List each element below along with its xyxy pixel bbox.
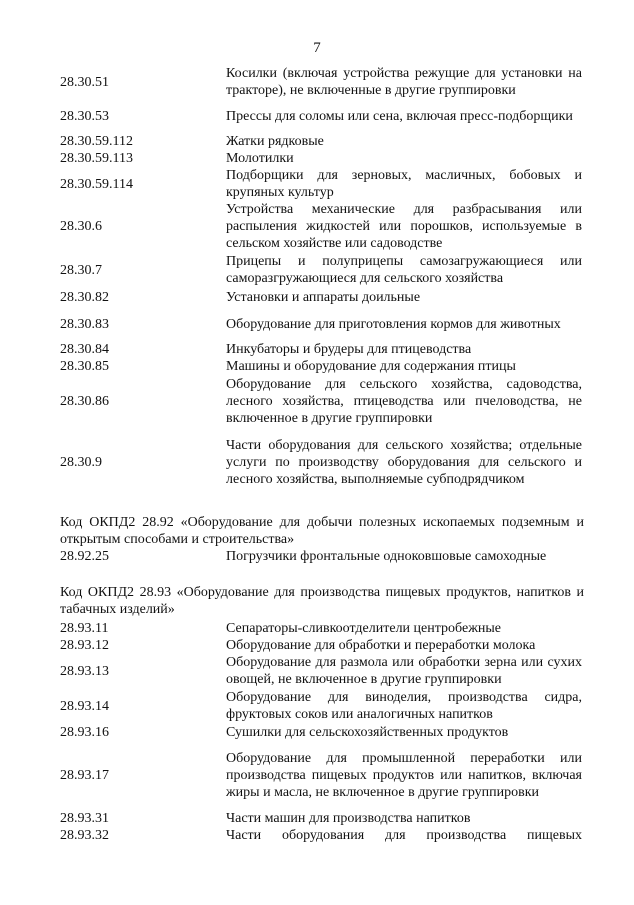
- okpd-code: 28.30.51: [60, 74, 109, 90]
- okpd-code: 28.30.59.114: [60, 176, 133, 192]
- okpd-description: Подборщики для зерновых, масличных, бобовых и крупяных культур: [226, 168, 582, 200]
- okpd-code: 28.93.16: [60, 725, 109, 740]
- table-row: [60, 150, 580, 167]
- okpd-description: Машины и оборудование для содержания птицы: [226, 359, 516, 374]
- okpd-description: Погрузчики фронтальные одноковшовые самоходные: [226, 549, 547, 564]
- okpd-code: 28.30.53: [60, 108, 109, 124]
- okpd-code: 28.93.17: [60, 767, 109, 783]
- okpd-code: 28.30.6: [60, 219, 102, 234]
- okpd-code: 28.30.59.113: [60, 151, 133, 166]
- okpd-code: 28.93.11: [60, 621, 109, 636]
- okpd-description: Инкубаторы и брудеры для птицеводства: [226, 342, 472, 357]
- okpd-description: Оборудование для приготовления кормов для животных: [226, 316, 561, 332]
- okpd-description: Установки и аппараты доильные: [226, 290, 421, 305]
- okpd-code: 28.30.9: [60, 454, 102, 470]
- table-row: [60, 724, 580, 741]
- table-row: [60, 741, 580, 809]
- okpd-description: Оборудование для размола или обработки зерна или сухих овощей, не включенное в другие группировки: [226, 655, 582, 687]
- okpd-code: 28.30.86: [60, 394, 109, 409]
- okpd-description: Косилки (включая устройства режущие для установки на тракторе), не включенные в другие группировки: [226, 66, 582, 98]
- table-row: [60, 376, 580, 427]
- table-row: [60, 307, 580, 341]
- okpd-description: Прессы для соломы или сена, включая пресс-подборщики: [226, 108, 573, 124]
- okpd-code: 28.30.82: [60, 290, 109, 305]
- okpd-code: 28.93.13: [60, 663, 109, 679]
- table-row: [60, 341, 580, 358]
- okpd-description: Оборудование для виноделия, производства сидра, фруктовых соков или аналогичных напитков: [226, 690, 582, 722]
- okpd-description: Оборудование для сельского хозяйства, садоводства, лесного хозяйства, птицеводства или пчеловодства, не включенное в другие группировки: [226, 377, 582, 426]
- section-heading: Код ОКПД2 28.92 «Оборудование для добычи полезных ископаемых подземным и открытым способами и строительства»: [60, 515, 584, 547]
- okpd-description: Молотилки: [226, 151, 294, 166]
- table-row: [60, 289, 580, 306]
- okpd-code: 28.93.14: [60, 698, 109, 714]
- okpd-description: Части оборудования для сельского хозяйства; отдельные услуги по производству оборудования для сельского и лесного хозяйства, выполняемые субподрядчиком: [226, 437, 582, 487]
- table-row: [60, 810, 580, 827]
- table-row: [60, 133, 580, 150]
- okpd-code: 28.30.59.112: [60, 134, 133, 149]
- okpd-code: 28.30.83: [60, 316, 109, 332]
- table-row: [60, 548, 580, 565]
- okpd-description: Части машин для производства напитков: [226, 811, 471, 826]
- okpd-code: 28.30.7: [60, 262, 102, 278]
- table-row: [60, 252, 580, 288]
- table-row: [60, 428, 580, 496]
- okpd-code: 28.30.85: [60, 359, 109, 374]
- table-row: [60, 65, 580, 99]
- table-row: [60, 654, 580, 688]
- okpd-description: Сепараторы-сливкоотделители центробежные: [226, 621, 501, 636]
- table-row: [60, 358, 580, 375]
- section-heading: Код ОКПД2 28.93 «Оборудование для производства пищевых продуктов, напитков и табачных изделий»: [60, 585, 584, 617]
- okpd-description: Части оборудования для производства пищевых: [226, 828, 582, 843]
- okpd-description: Сушилки для сельскохозяйственных продуктов: [226, 725, 509, 740]
- okpd-code: 28.93.12: [60, 638, 109, 653]
- table-row: [60, 827, 580, 844]
- okpd-code: 28.92.25: [60, 549, 109, 564]
- okpd-description: Оборудование для обработки и переработки молока: [226, 638, 536, 653]
- okpd-code: 28.30.84: [60, 342, 109, 357]
- table-row: [60, 637, 580, 654]
- table-row: [60, 689, 580, 723]
- table-row: [60, 620, 580, 637]
- table-row: [60, 201, 580, 252]
- okpd-code: 28.93.32: [60, 828, 109, 843]
- table-row: [60, 99, 580, 133]
- page-number: 7: [313, 40, 321, 56]
- okpd-description: Прицепы и полуприцепы самозагружающиеся или саморазгружающиеся для сельского хозяйства: [226, 254, 582, 286]
- okpd-description: Устройства механические для разбрасывания или распыления жидкостей или порошков, используемые в сельском хозяйстве или садоводстве: [226, 202, 582, 251]
- okpd-description: Жатки рядковые: [226, 134, 324, 149]
- okpd-code: 28.93.31: [60, 811, 109, 826]
- table-row: [60, 167, 580, 201]
- okpd-description: Оборудование для промышленной переработки или производства пищевых продуктов или напитков, включая жиры и масла, не включенное в другие группировки: [226, 750, 582, 800]
